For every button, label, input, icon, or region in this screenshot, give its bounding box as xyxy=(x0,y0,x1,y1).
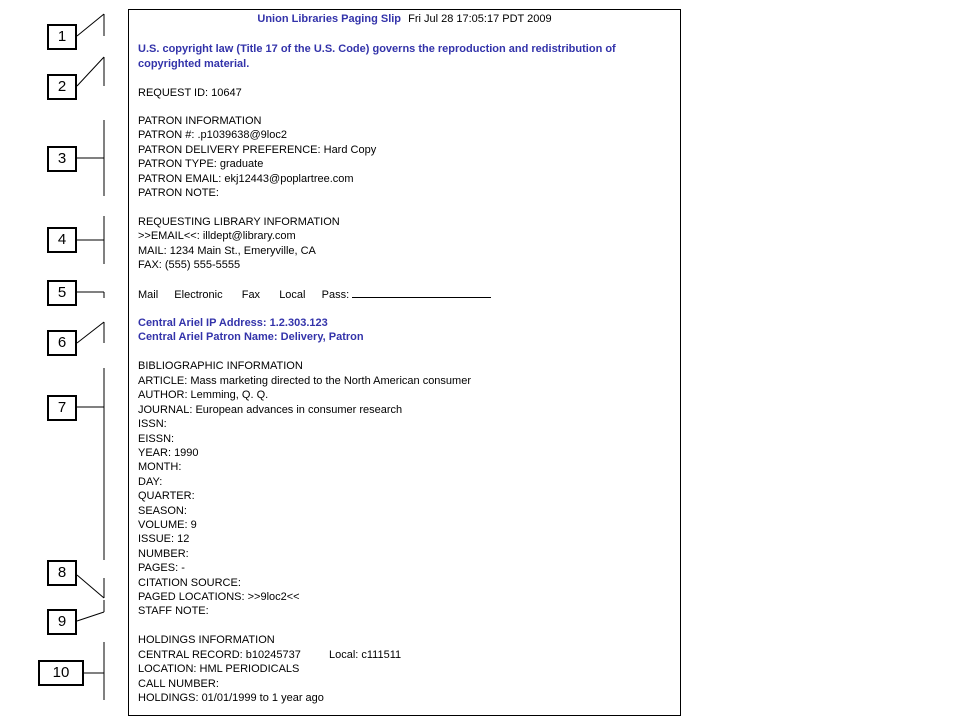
copyright-notice-line2: copyrighted material. xyxy=(138,58,250,70)
biblio-day: DAY: xyxy=(138,476,163,488)
biblio-year: YEAR: 1990 xyxy=(138,447,199,459)
callout-4: 4 xyxy=(47,227,77,253)
biblio-month: MONTH: xyxy=(138,461,182,473)
copyright-notice-line1: U.S. copyright law (Title 17 of the U.S. Code) governs the reproduction and redistribution of xyxy=(138,43,616,55)
library-mail: MAIL: 1234 Main St., Emeryville, CA xyxy=(138,245,316,257)
option-local: Local xyxy=(279,289,306,301)
biblio-citation-source: CITATION SOURCE: xyxy=(138,577,241,589)
callout-7: 7 xyxy=(47,395,77,421)
holdings-range: HOLDINGS: 01/01/1999 to 1 year ago xyxy=(138,692,324,704)
library-heading: REQUESTING LIBRARY INFORMATION xyxy=(138,216,340,228)
pass-blank-line xyxy=(352,287,491,298)
patron-note: PATRON NOTE: xyxy=(138,187,219,199)
patron-heading: PATRON INFORMATION xyxy=(138,115,262,127)
option-pass: Pass: xyxy=(321,289,350,301)
biblio-pages: PAGES: - xyxy=(138,562,185,574)
biblio-issn: ISSN: xyxy=(138,418,167,430)
library-fax: FAX: (555) 555-5555 xyxy=(138,259,241,271)
option-fax: Fax xyxy=(241,289,261,301)
callout-8: 8 xyxy=(47,560,77,586)
biblio-number: NUMBER: xyxy=(138,548,189,560)
ariel-patron-name: Central Ariel Patron Name: Delivery, Patron xyxy=(138,331,364,343)
callout-column xyxy=(0,0,120,720)
paged-locations: PAGED LOCATIONS: >>9loc2<< xyxy=(138,591,300,603)
holdings-central-record xyxy=(138,648,401,662)
patron-type: PATRON TYPE: graduate xyxy=(138,158,264,170)
staff-note: STAFF NOTE: xyxy=(138,605,209,617)
patron-delivery-preference: PATRON DELIVERY PREFERENCE: Hard Copy xyxy=(138,144,377,156)
biblio-eissn: EISSN: xyxy=(138,433,175,445)
biblio-issue: ISSUE: 12 xyxy=(138,533,190,545)
biblio-quarter: QUARTER: xyxy=(138,490,195,502)
central-record: CENTRAL RECORD: b10245737 xyxy=(138,649,301,661)
paging-slip xyxy=(128,9,681,716)
holdings-location: LOCATION: HML PERIODICALS xyxy=(138,663,300,675)
callout-3: 3 xyxy=(47,146,77,172)
delivery-options xyxy=(138,287,491,302)
callout-2: 2 xyxy=(47,74,77,100)
callout-5: 5 xyxy=(47,280,77,306)
ariel-ip-address: Central Ariel IP Address: 1.2.303.123 xyxy=(138,317,328,329)
holdings-heading: HOLDINGS INFORMATION xyxy=(138,634,275,646)
callout-10: 10 xyxy=(38,660,84,686)
request-id: REQUEST ID: 10647 xyxy=(138,87,242,99)
option-electronic: Electronic xyxy=(174,289,223,301)
biblio-season: SEASON: xyxy=(138,505,187,517)
patron-number: PATRON #: .p1039638@9loc2 xyxy=(138,129,287,141)
holdings-call-number: CALL NUMBER: xyxy=(138,678,219,690)
callout-6: 6 xyxy=(47,330,77,356)
biblio-volume: VOLUME: 9 xyxy=(138,519,197,531)
local-record: Local: c111511 xyxy=(328,649,402,661)
biblio-journal: JOURNAL: European advances in consumer research xyxy=(138,404,403,416)
biblio-article: ARTICLE: Mass marketing directed to the North American consumer xyxy=(138,375,471,387)
option-mail: Mail xyxy=(138,289,159,301)
biblio-heading: BIBLIOGRAPHIC INFORMATION xyxy=(138,360,303,372)
library-email: >>EMAIL<<: illdept@library.com xyxy=(138,230,296,242)
patron-email: PATRON EMAIL: ekj12443@poplartree.com xyxy=(138,173,354,185)
callout-9: 9 xyxy=(47,609,77,635)
biblio-author: AUTHOR: Lemming, Q. Q. xyxy=(138,389,269,401)
callout-1: 1 xyxy=(47,24,77,50)
slip-title: Union Libraries Paging Slip xyxy=(257,13,402,25)
slip-timestamp: Fri Jul 28 17:05:17 PDT 2009 xyxy=(408,13,552,25)
slip-header xyxy=(129,13,680,25)
